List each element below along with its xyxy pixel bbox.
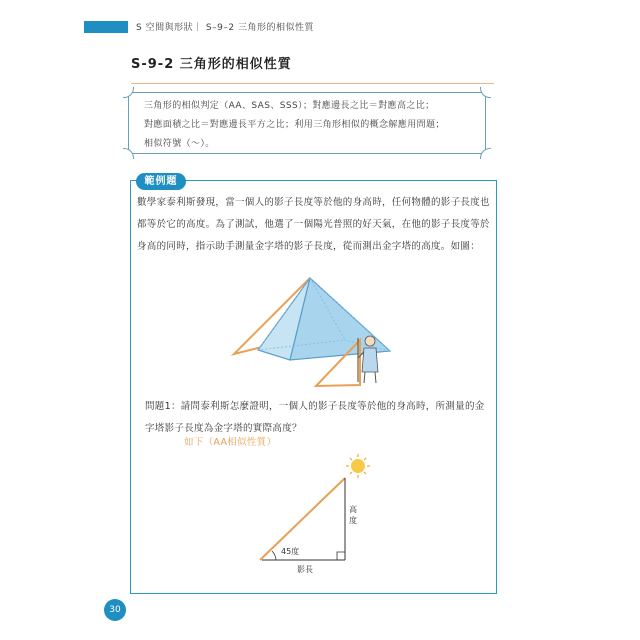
page-title: S-9-2 三角形的相似性質 — [131, 57, 292, 72]
similar-triangle-diagram — [250, 450, 380, 575]
summary-line: 三角形的相似判定（AA、SAS、SSS）；對應邊長之比＝對應高之比； — [144, 101, 435, 111]
figure-head — [365, 336, 375, 346]
angle-arc — [272, 551, 276, 560]
question-1: 問題1：請問泰利斯怎麼證明，一個人的影子長度等於他的身高時，所測量的金字塔影子長度為金字塔的實際高度？ — [145, 401, 485, 434]
summary-line: 相似符號（～）。 — [144, 139, 215, 149]
header-breadcrumb: S 空間與形狀｜ S–9–2 三角形的相似性質 — [136, 23, 314, 33]
example-paragraph: 數學家泰利斯發現，當一個人的影子長度等於他的身高時，任何物體的影子長度也都等於它的高度。為了測試，他選了一個陽光普照的好天氣，在他的影子長度等於身高的同時，指示助手測量金字塔的影子長度，從而測出金字塔的高度。如圖： — [137, 197, 490, 252]
title-divider — [131, 83, 494, 84]
figure-leg — [375, 372, 376, 383]
height-label-char-1: 高 — [349, 505, 357, 514]
sun-icon — [346, 454, 370, 478]
header-accent-bar — [84, 21, 128, 33]
answer-note: 如下（AA相似性質） — [184, 437, 277, 448]
angle-label: 45度 — [281, 547, 300, 556]
example-tag: 範例題 — [136, 173, 186, 190]
summary-text — [144, 97, 484, 154]
height-label-char-2: 度 — [349, 516, 357, 525]
shadow-label: 影長 — [297, 565, 313, 574]
summary-line: 對應面積之比＝對應邊長平方之比；利用三角形相似的概念解應用問題； — [144, 120, 445, 130]
figure-robe — [362, 348, 378, 372]
summary-corner — [123, 87, 134, 98]
summary-corner — [123, 148, 134, 159]
height-label — [349, 504, 360, 525]
figure-leg — [364, 372, 365, 383]
pyramid-illustration — [225, 275, 405, 390]
right-angle-mark — [337, 552, 345, 560]
sun-ray — [260, 478, 345, 560]
sun-disc — [351, 459, 365, 473]
page-number: 30 — [104, 599, 126, 621]
